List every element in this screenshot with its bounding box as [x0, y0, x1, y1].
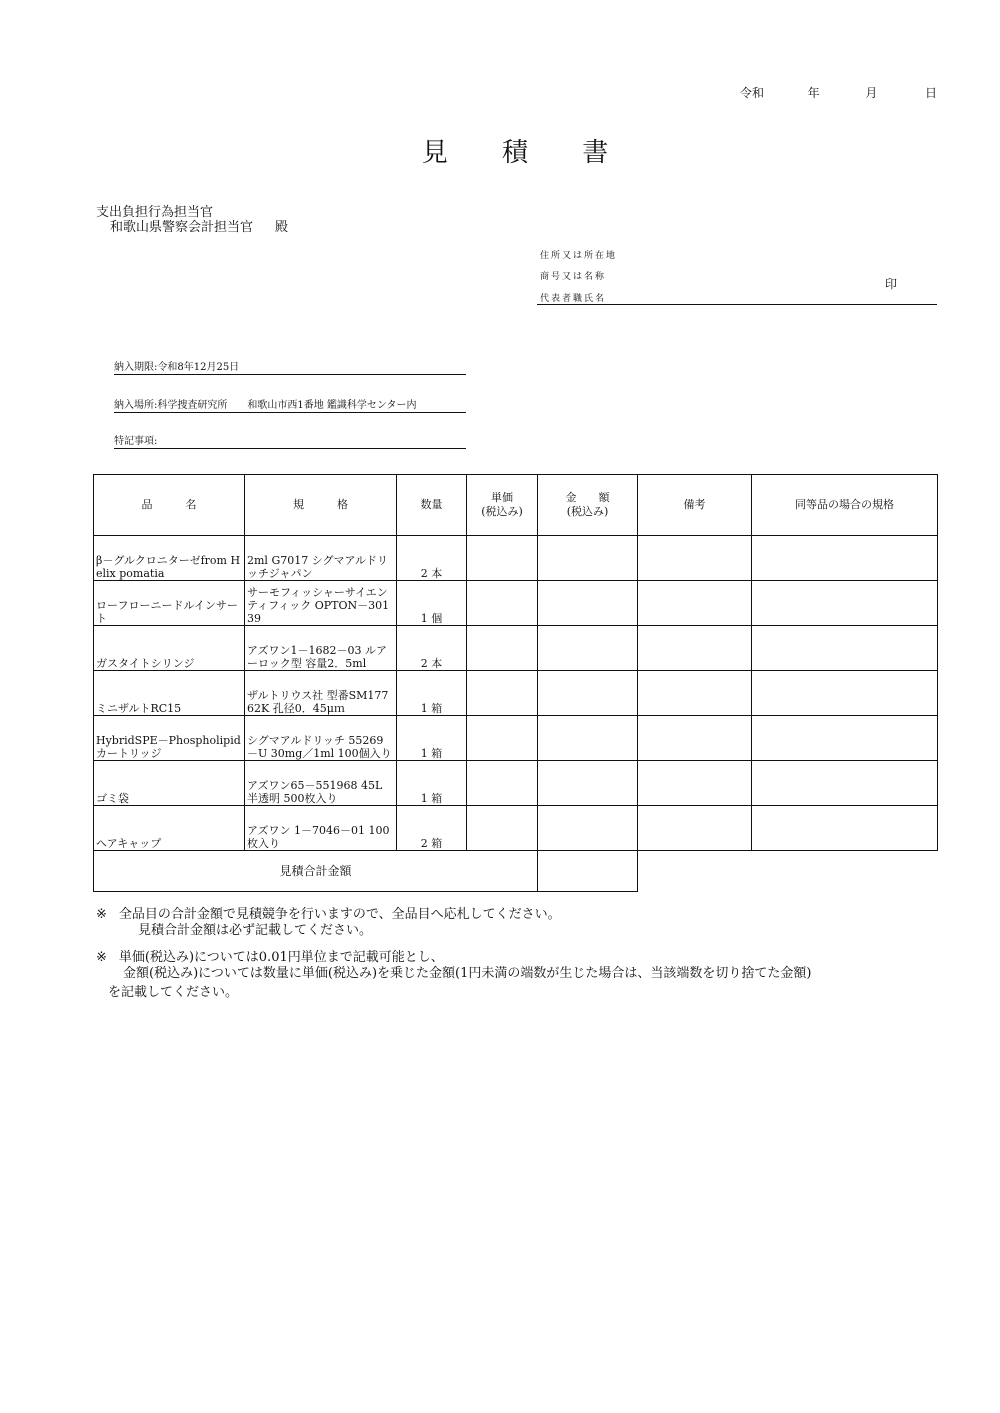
equivalent-cell[interactable] — [752, 626, 938, 671]
total-row — [94, 851, 938, 892]
date-day: 日 — [925, 86, 938, 100]
title-char-2: 積 — [501, 138, 528, 168]
item-spec: 2ml G7017 シグマアルドリッチジャパン — [245, 536, 397, 581]
unit-price-cell[interactable] — [467, 761, 538, 806]
item-qty: 1 箱 — [397, 716, 467, 761]
vendor-address-label: 住所又は所在地 — [540, 251, 618, 261]
total-amount-cell[interactable] — [538, 851, 638, 892]
item-qty: 2 本 — [397, 626, 467, 671]
date-year: 年 — [807, 86, 820, 100]
delivery-place: 納入場所:科学捜査研究所 和歌山市西1番地 鑑識科学センター内 — [114, 396, 466, 413]
header-remarks: 備考 — [638, 475, 752, 536]
header-name: 品 名 — [94, 475, 245, 536]
remarks-cell[interactable] — [638, 536, 752, 581]
item-qty: 1 個 — [397, 581, 467, 626]
vendor-rep-label: 代表者職氏名 — [540, 294, 607, 304]
header-qty: 数量 — [397, 475, 467, 536]
date-month: 月 — [865, 86, 878, 100]
header-amount-label: 金 額 — [565, 491, 610, 504]
vendor-name-label: 商号又は名称 — [540, 272, 607, 282]
note-mark: ※ — [96, 907, 107, 922]
table-row — [94, 716, 938, 761]
unit-price-cell[interactable] — [467, 716, 538, 761]
table-row — [94, 806, 938, 851]
unit-price-cell[interactable] — [467, 581, 538, 626]
note-mark: ※ — [96, 950, 107, 965]
item-qty: 2 箱 — [397, 806, 467, 851]
equivalent-cell[interactable] — [752, 716, 938, 761]
remarks-cell[interactable] — [638, 581, 752, 626]
item-name: ゴミ袋 — [94, 761, 245, 806]
date-era: 令和 — [740, 86, 765, 100]
header-unit-price-sub: (税込み) — [481, 505, 523, 518]
amount-cell[interactable] — [538, 761, 638, 806]
item-name: β－グルクロニターゼfrom Helix pomatia — [94, 536, 245, 581]
item-spec: シグマアルドリッチ 55269－U 30mg／1ml 100個入り — [245, 716, 397, 761]
item-qty: 1 箱 — [397, 671, 467, 716]
item-spec: アズワン65－551968 45L 半透明 500枚入り — [245, 761, 397, 806]
addressee-line-2 — [110, 216, 288, 235]
item-spec: アズワン1－1682－03 ルアーロック型 容量2．5ml — [245, 626, 397, 671]
empty-cell — [638, 851, 752, 892]
amount-cell[interactable] — [538, 581, 638, 626]
remarks-cell[interactable] — [638, 806, 752, 851]
item-qty: 2 本 — [397, 536, 467, 581]
table-row — [94, 671, 938, 716]
remarks-cell[interactable] — [638, 626, 752, 671]
date-line — [740, 84, 937, 101]
unit-price-cell[interactable] — [467, 671, 538, 716]
table-header-row — [94, 475, 938, 536]
amount-cell[interactable] — [538, 716, 638, 761]
quote-table — [93, 474, 938, 892]
equivalent-cell[interactable] — [752, 806, 938, 851]
item-spec: ザルトリウス社 型番SM17762K 孔径0．45μｍ — [245, 671, 397, 716]
delivery-deadline: 納入期限:令和8年12月25日 — [114, 358, 466, 375]
note-2-line-2: 金額(税込み)については数量に単価(税込み)を乗じた金額(1円未満の端数が生じた場合は、当該端数を切り捨てた金額) — [123, 966, 812, 981]
title-char-1: 見 — [421, 138, 448, 168]
item-name: HybridSPE－Phospholipidカートリッジ — [94, 716, 245, 761]
item-spec: アズワン 1－7046－01 100枚入り — [245, 806, 397, 851]
addressee-line-1: 支出負担行為担当官 — [96, 205, 214, 220]
note-1-text: 全品目の合計金額で見積競争を行いますので、全品目へ応札してください。 — [118, 907, 561, 922]
remarks-cell[interactable] — [638, 761, 752, 806]
special-notes: 特記事項: — [114, 432, 466, 449]
item-name: ヘアキャップ — [94, 806, 245, 851]
table-row — [94, 536, 938, 581]
header-unit-price-label: 単価 — [491, 491, 513, 504]
item-name: ミニザルトRC15 — [94, 671, 245, 716]
header-amount — [538, 475, 638, 536]
header-spec: 規 格 — [245, 475, 397, 536]
equivalent-cell[interactable] — [752, 761, 938, 806]
title-char-3: 書 — [582, 138, 609, 168]
item-name: ローフローニードルインサート — [94, 581, 245, 626]
item-name: ガスタイトシリンジ — [94, 626, 245, 671]
amount-cell[interactable] — [538, 671, 638, 716]
remarks-cell[interactable] — [638, 716, 752, 761]
note-2-line-3: を記載してください。 — [108, 985, 239, 1000]
amount-cell[interactable] — [538, 806, 638, 851]
equivalent-cell[interactable] — [752, 536, 938, 581]
total-label: 見積合計金額 — [94, 851, 538, 892]
item-qty: 1 箱 — [397, 761, 467, 806]
unit-price-cell[interactable] — [467, 806, 538, 851]
seal-mark: 印 — [885, 277, 898, 291]
note-1-line-2: 見積合計金額は必ず記載してください。 — [138, 923, 373, 938]
addressee-name: 和歌山県警察会計担当官 — [110, 220, 254, 235]
unit-price-cell[interactable] — [467, 626, 538, 671]
note-2-text: 単価(税込み)については0.01円単位まで記載可能とし、 — [118, 950, 444, 965]
empty-cell — [752, 851, 938, 892]
addressee-honorific: 殿 — [275, 220, 289, 235]
unit-price-cell[interactable] — [467, 536, 538, 581]
amount-cell[interactable] — [538, 536, 638, 581]
equivalent-cell[interactable] — [752, 671, 938, 716]
header-equivalent: 同等品の場合の規格 — [752, 475, 938, 536]
table-row — [94, 581, 938, 626]
table-row — [94, 761, 938, 806]
page-title — [0, 132, 1000, 169]
remarks-cell[interactable] — [638, 671, 752, 716]
table-row — [94, 626, 938, 671]
header-amount-sub: (税込み) — [566, 505, 609, 518]
amount-cell[interactable] — [538, 626, 638, 671]
vendor-underline — [537, 304, 937, 305]
equivalent-cell[interactable] — [752, 581, 938, 626]
header-unit-price — [467, 475, 538, 536]
item-spec: サーモフィッシャーサイエンティフィック OPTON－30139 — [245, 581, 397, 626]
